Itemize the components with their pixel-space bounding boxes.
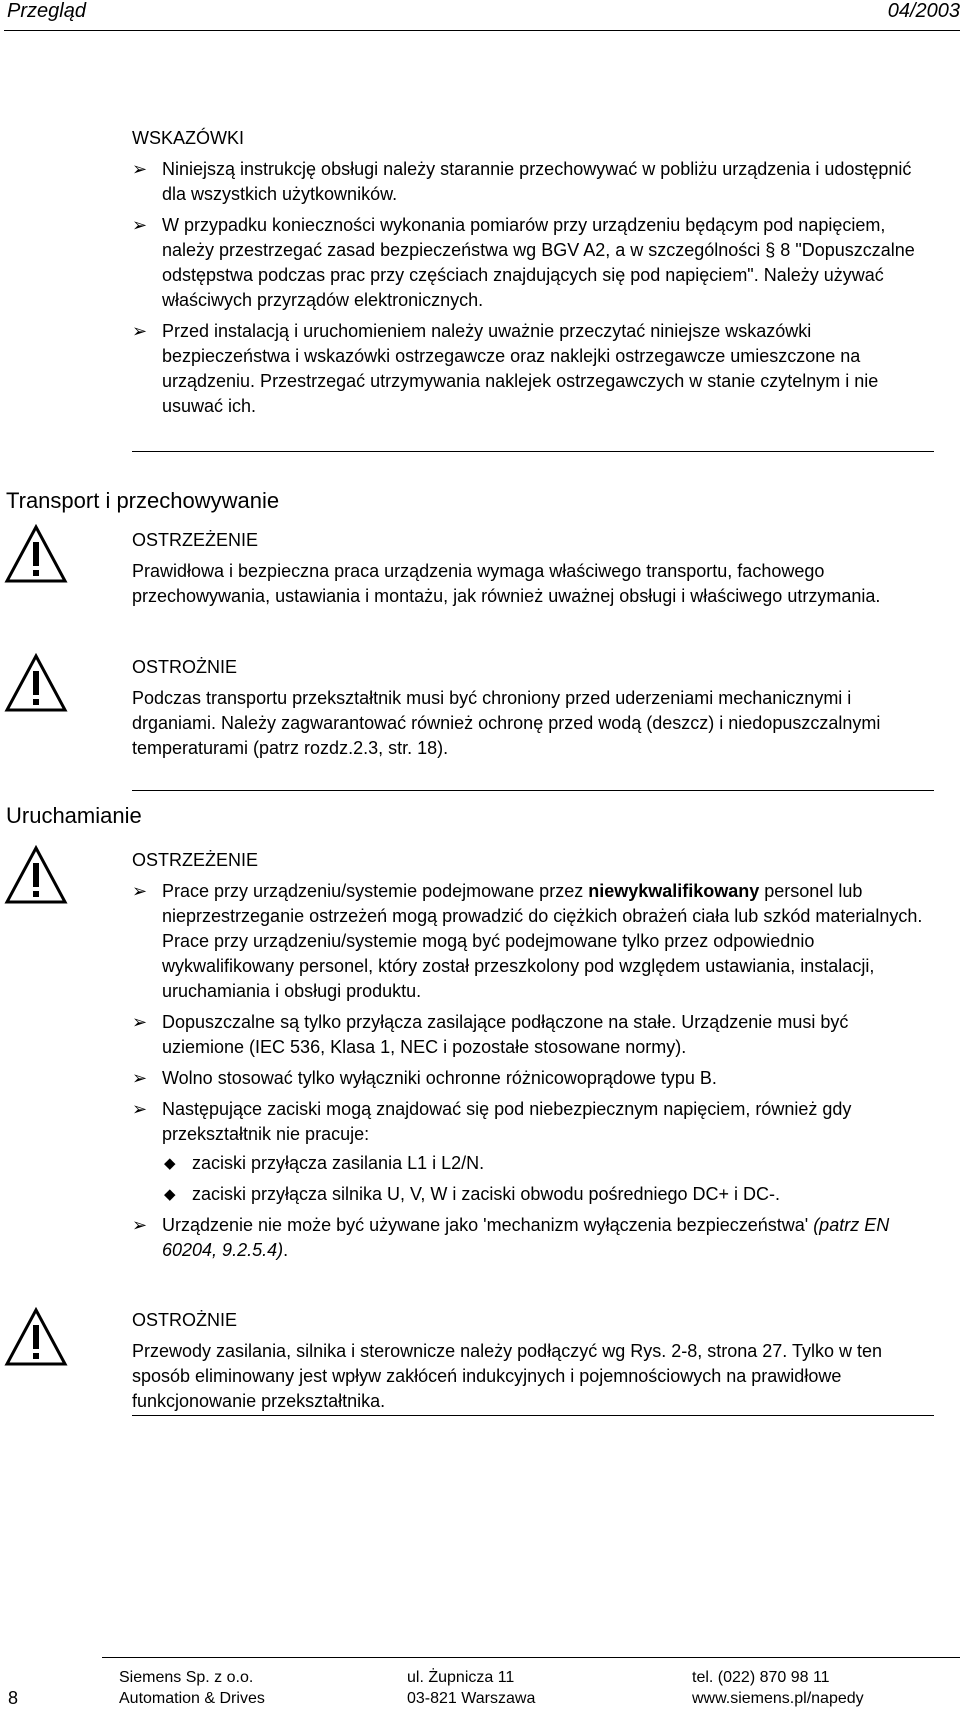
sub-list-item: ◆ zaciski przyłącza zasilania L1 i L2/N. (162, 1151, 932, 1176)
list-item: ➢ Następujące zaciski mogą znajdować się pod niebezpiecznym napięciem, również gdy przekształtnik nie pracuje: ◆ zaciski przyłącza zasilania L1 i L2/N. ◆ zaciski przyłącza silnika U, V, W i zaciski obwodu pośredniego DC+ i DC-. (132, 1097, 932, 1207)
list-item: ➢ Przed instalacją i uruchomieniem należy uważnie przeczytać niniejsze wskazówki bezpieczeństwa i wskazówki ostrzegawcze oraz naklejki ostrzegawcze umieszczone na urządzeniu. Przestrzegać utrzymywania naklejek ostrzegawczych w stanie czytelnym i nie usuwać ich. (132, 321, 879, 416)
contact-phone: tel. (022) 870 98 11 (692, 1669, 830, 1686)
transport-warning (132, 528, 932, 609)
arrow-bullet-icon: ➢ (132, 881, 148, 901)
warning-text: Prawidłowa i bezpieczna praca urządzenia wymaga właściwego transportu, fachowego przechowywania, ustawiania i montażu, jak również uważnej obsługi i właściwego utrzymania. (132, 561, 881, 606)
diamond-bullet-icon: ◆ (164, 1155, 176, 1172)
caution-triangle-icon (4, 1307, 68, 1367)
arrow-bullet-icon: ➢ (132, 1215, 148, 1235)
commissioning-caution (132, 1308, 932, 1414)
header-rule (4, 30, 960, 31)
page-header (0, 0, 960, 32)
contact-web: www.siemens.pl/napedy (692, 1690, 864, 1707)
section-title-transport: Transport i przechowywanie (6, 488, 280, 513)
footer-rule (102, 1657, 960, 1658)
list-item: ➢ Prace przy urządzeniu/systemie podejmowane przez niewykwalifikowany personel lub nieprzestrzeganie ostrzeżeń mogą prowadzić do ciężkich obrażeń ciała lub szkód materialnych. Prace przy urządzeniu/systemie mogą być podejmowane tylko przez odpowiednio wykwalifikowany personel, który został przeszkolony pod względem ustawiania, instalacji, uruchamiania i obsługi produktu. (132, 881, 923, 1001)
company-name: Siemens Sp. z o.o. (119, 1669, 254, 1686)
warning-triangle-icon (4, 845, 68, 905)
section-rule (132, 451, 934, 452)
arrow-bullet-icon: ➢ (132, 321, 148, 341)
caution-heading: OSTROŻNIE (132, 657, 238, 677)
caution-heading: OSTROŻNIE (132, 1310, 238, 1330)
notes-heading: WSKAZÓWKI (132, 128, 244, 148)
company-division: Automation & Drives (119, 1690, 265, 1707)
header-title: Przegląd (7, 0, 86, 22)
diamond-bullet-icon: ◆ (164, 1186, 176, 1203)
warning-heading: OSTRZEŻENIE (132, 850, 259, 870)
page-footer (0, 1660, 960, 1720)
list-item: ➢ Niniejszą instrukcję obsługi należy starannie przechowywać w pobliżu urządzenia i udostępnić dla wszystkich użytkowników. (132, 159, 912, 204)
footer-contact (692, 1667, 864, 1709)
list-item: ➢ W przypadku konieczności wykonania pomiarów przy urządzeniu będącym pod napięciem, należy przestrzegać zasad bezpieczeństwa wg BGV A2, a w szczególności § 8 "Dopuszczalne odstępstwa podczas prac przy częściach znajdujących się pod napięciem". Należy używać właściwych przyrządów elektronicznych. (132, 215, 915, 310)
arrow-bullet-icon: ➢ (132, 1012, 148, 1032)
address-street: ul. Żupnicza 11 (407, 1669, 515, 1686)
caution-text: Przewody zasilania, silnika i sterownicze należy podłączyć wg Rys. 2-8, strona 27. Tylko w ten sposób eliminowany jest wpływ zakłóceń indukcyjnych i pojemnościowych na prawidłowe funkcjonowanie przekształtnika. (132, 1341, 882, 1411)
section-rule (132, 1415, 934, 1416)
commissioning-warning (132, 848, 932, 1269)
list-item: ➢ Wolno stosować tylko wyłączniki ochronne różnicowoprądowe typu B. (132, 1066, 932, 1091)
address-city: 03-821 Warszawa (407, 1690, 536, 1707)
arrow-bullet-icon: ➢ (132, 159, 148, 179)
warning-heading: OSTRZEŻENIE (132, 530, 259, 550)
page-number: 8 (8, 1688, 19, 1708)
arrow-bullet-icon: ➢ (132, 215, 148, 235)
caution-triangle-icon (4, 653, 68, 713)
arrow-bullet-icon: ➢ (132, 1099, 148, 1119)
notes-block (132, 126, 932, 425)
section-rule (132, 790, 934, 791)
warning-triangle-icon (4, 524, 68, 584)
sub-list-item: ◆ zaciski przyłącza silnika U, V, W i zaciski obwodu pośredniego DC+ i DC-. (162, 1182, 932, 1207)
footer-address (407, 1667, 535, 1709)
caution-text: Podczas transportu przekształtnik musi być chroniony przed uderzeniami mechanicznymi i drganiami. Należy zagwarantować również ochronę przed wodą (deszcz) i niedopuszczalnymi temperaturami (patrz rozdz.2.3, str. 18). (132, 688, 881, 758)
list-item: ➢ Dopuszczalne są tylko przyłącza zasilające podłączone na stałe. Urządzenie musi być uziemione (IEC 536, Klasa 1, NEC i pozostałe stosowane normy). (132, 1012, 849, 1057)
arrow-bullet-icon: ➢ (132, 1068, 148, 1088)
transport-caution (132, 655, 932, 761)
header-date: 04/2003 (887, 0, 960, 22)
section-title-commissioning: Uruchamianie (6, 803, 142, 828)
footer-company (119, 1667, 265, 1709)
list-item: ➢ Urządzenie nie może być używane jako 'mechanizm wyłączenia bezpieczeństwa' (patrz EN 60204, 9.2.5.4). (132, 1215, 890, 1260)
